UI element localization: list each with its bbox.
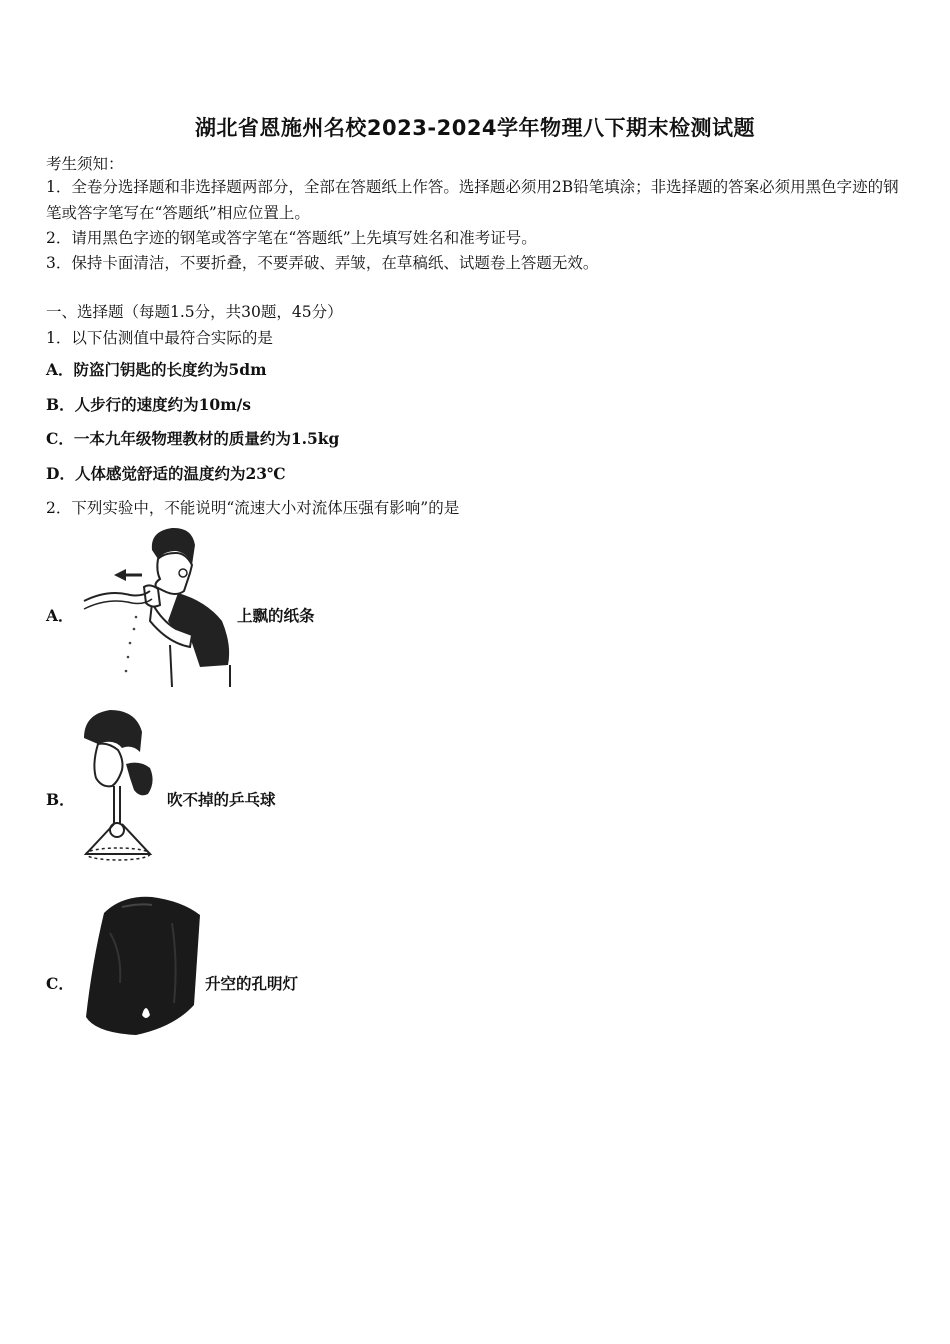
sky-lantern-figure: [82, 893, 208, 1039]
exam-title: 湖北省恩施州名校2023-2024学年物理八下期末检测试题: [194, 116, 756, 140]
question-2-option-a-letter: A．: [46, 606, 74, 625]
blowing-paper-strip-figure: [80, 525, 235, 690]
question-1-option-d: D．人体感觉舒适的温度约为23℃: [46, 464, 286, 483]
notice-heading: 考生须知：: [46, 155, 124, 173]
question-2-option-b-letter: B．: [46, 790, 75, 809]
notice-item-2: 2．请用黑色字迹的钢笔或答字笔在“答题纸”上先填写姓名和准考证号。: [46, 229, 537, 247]
question-2-option-c-caption: 升空的孔明灯: [205, 974, 299, 993]
question-2-option-b-caption: 吹不掉的乒乓球: [167, 790, 276, 809]
question-1-option-c: C．一本九年级物理教材的质量约为1.5kg: [46, 429, 340, 448]
question-1-stem: 1．以下估测值中最符合实际的是: [46, 329, 273, 347]
question-2-option-c-letter: C．: [46, 974, 74, 993]
question-1-option-b: B．人步行的速度约为10m/s: [46, 395, 251, 414]
ping-pong-funnel-figure: [78, 708, 168, 868]
question-1-option-a: A．防盗门钥匙的长度约为5dm: [46, 360, 267, 379]
section-heading: 一、选择题（每题1.5分，共30题，45分）: [46, 303, 343, 321]
question-2-option-a-caption: 上飘的纸条: [237, 606, 315, 625]
notice-item-1: 1．全卷分选择题和非选择题两部分，全部在答题纸上作答。选择题必须用2B铅笔填涂；非选择题的答案必须用黑色字迹的钢笔或答字笔写在“答题纸”相应位置上。: [46, 178, 899, 222]
question-2-stem: 2．下列实验中，不能说明“流速大小对流体压强有影响”的是: [46, 499, 460, 517]
notice-item-3: 3．保持卡面清洁，不要折叠，不要弄破、弄皱，在草稿纸、试题卷上答题无效。: [46, 254, 599, 272]
